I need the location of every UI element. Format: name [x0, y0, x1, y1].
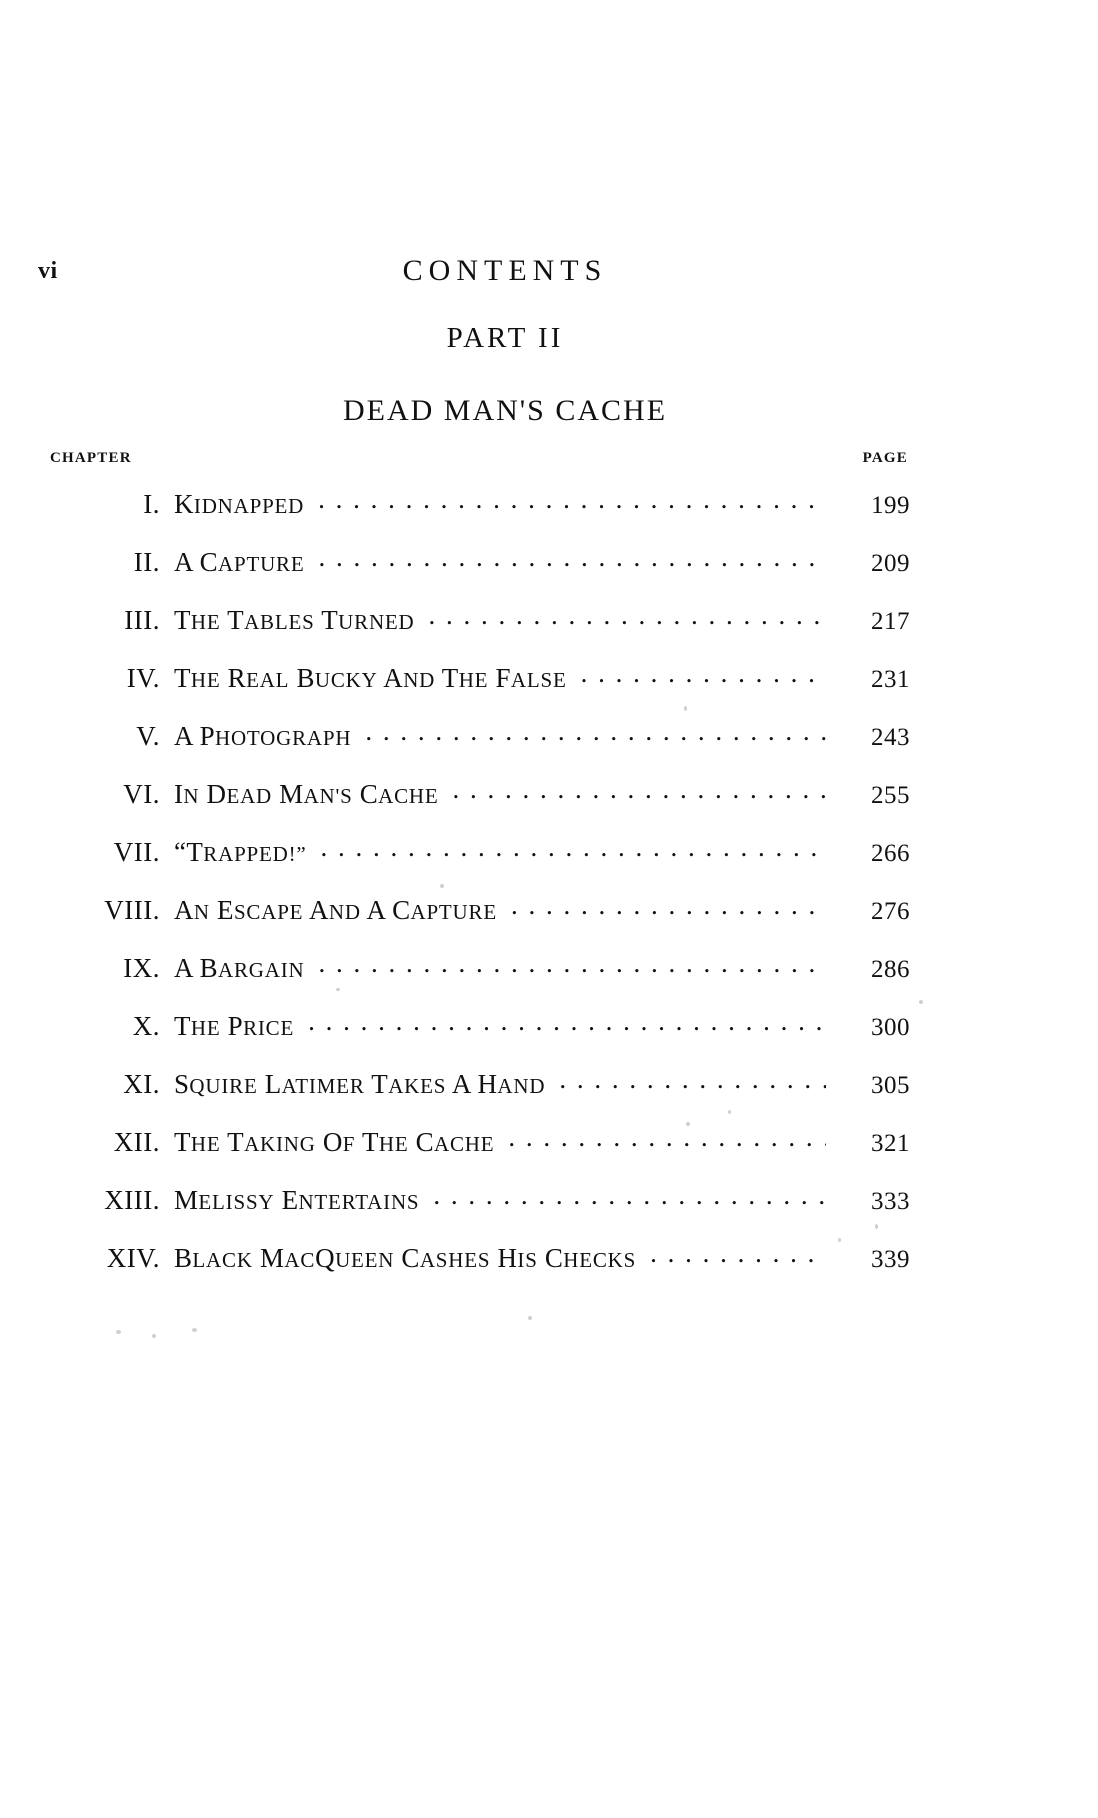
- toc-entry-page-number: 217: [871, 608, 910, 635]
- toc-entry-numeral: XIII.: [104, 1185, 160, 1215]
- toc-leader-dots: [318, 950, 826, 977]
- toc-entry-title: THE TAKING OF THE CACHE: [174, 1127, 495, 1157]
- toc-entry[interactable]: [40, 776, 910, 834]
- scan-speck: [440, 884, 444, 888]
- toc-entry[interactable]: [40, 718, 910, 776]
- toc-entry[interactable]: [40, 950, 910, 1008]
- toc-entry-page-number: 300: [871, 1014, 910, 1041]
- toc-leader-dots: [581, 660, 826, 687]
- toc-entry-title: THE TABLES TURNED: [174, 605, 415, 635]
- toc-entry-numeral: IV.: [126, 663, 160, 693]
- toc-entry-title: SQUIRE LATIMER TAKES A HAND: [174, 1069, 546, 1099]
- toc-entry-title: A PHOTOGRAPH: [174, 721, 352, 751]
- toc-entry-page-number: 305: [871, 1072, 910, 1099]
- toc-entry-title: MELISSY ENTERTAINS: [174, 1185, 420, 1215]
- toc-leader-dots: [433, 1182, 826, 1209]
- scan-speck: [684, 706, 687, 711]
- toc-entry-page-number: 286: [871, 956, 910, 983]
- toc-entry-title: THE PRICE: [174, 1011, 295, 1041]
- scan-speck: [875, 1224, 878, 1229]
- toc-entry-numeral: II.: [133, 547, 160, 577]
- toc-entry-page-number: 333: [871, 1188, 910, 1215]
- toc-entry[interactable]: [40, 1066, 910, 1124]
- toc-leader-dots: [650, 1240, 826, 1267]
- toc-entry-title: AN ESCAPE AND A CAPTURE: [174, 895, 497, 925]
- toc-entry-title: “TRAPPED!”: [174, 837, 307, 867]
- toc-entry[interactable]: [40, 1008, 910, 1066]
- scan-speck: [528, 1316, 532, 1320]
- toc-leader-dots: [559, 1066, 826, 1093]
- toc-entry-page-number: 321: [871, 1130, 910, 1157]
- toc-entry-page-number: 266: [871, 840, 910, 867]
- scan-speck: [192, 1328, 197, 1332]
- toc-leader-dots: [511, 892, 826, 919]
- toc-entry[interactable]: [40, 602, 910, 660]
- toc-leader-dots: [365, 718, 826, 745]
- scan-speck: [686, 1122, 690, 1126]
- table-of-contents: [40, 486, 910, 1298]
- toc-entry-title: BLACK MACQUEEN CASHES HIS CHECKS: [174, 1243, 637, 1273]
- toc-leader-dots: [508, 1124, 826, 1151]
- scan-speck: [728, 1110, 731, 1114]
- toc-leader-dots: [308, 1008, 826, 1035]
- toc-leader-dots: [321, 834, 826, 861]
- toc-entry-page-number: 199: [871, 492, 910, 519]
- toc-entry-numeral: IX.: [123, 953, 160, 983]
- toc-entry[interactable]: [40, 660, 910, 718]
- toc-entry-title: A BARGAIN: [174, 953, 305, 983]
- toc-entry-numeral: V.: [136, 721, 160, 751]
- toc-leader-dots: [318, 544, 826, 571]
- toc-entry-title: IN DEAD MAN'S CACHE: [174, 779, 439, 809]
- toc-entry-numeral: XII.: [113, 1127, 160, 1157]
- toc-leader-dots: [429, 602, 826, 629]
- toc-entry-numeral: VI.: [123, 779, 160, 809]
- toc-entry[interactable]: [40, 1182, 910, 1240]
- toc-entry-page-number: 255: [871, 782, 910, 809]
- toc-entry[interactable]: [40, 1240, 910, 1298]
- scan-speck: [838, 1238, 841, 1242]
- toc-entry-numeral: X.: [132, 1011, 160, 1041]
- toc-leader-dots: [318, 486, 826, 513]
- toc-entry-page-number: 243: [871, 724, 910, 751]
- toc-leader-dots: [453, 776, 826, 803]
- toc-entry[interactable]: [40, 544, 910, 602]
- toc-entry-numeral: XI.: [123, 1069, 160, 1099]
- toc-entry[interactable]: [40, 892, 910, 950]
- toc-entry-title: THE REAL BUCKY AND THE FALSE: [174, 663, 567, 693]
- page-column-caption: PAGE: [862, 450, 908, 466]
- scan-speck: [152, 1334, 156, 1338]
- scan-speck: [336, 988, 340, 991]
- toc-entry-numeral: XIV.: [106, 1243, 160, 1273]
- page-folio: vi: [38, 258, 58, 284]
- toc-entry-page-number: 339: [871, 1246, 910, 1273]
- toc-entry-numeral: VII.: [113, 837, 160, 867]
- toc-entry-page-number: 209: [871, 550, 910, 577]
- toc-entry-title: A CAPTURE: [174, 547, 305, 577]
- part-subtitle: DEAD MAN'S CACHE: [342, 394, 668, 427]
- running-head: CONTENTS: [402, 254, 608, 287]
- toc-entry[interactable]: [40, 1124, 910, 1182]
- chapter-column-caption: CHAPTER: [50, 450, 132, 466]
- toc-entry-numeral: III.: [124, 605, 160, 635]
- toc-entry-numeral: I.: [143, 489, 160, 519]
- toc-entry-page-number: 231: [871, 666, 910, 693]
- part-title: PART II: [446, 322, 564, 354]
- scan-speck: [919, 1000, 923, 1004]
- toc-entry-title: KIDNAPPED: [174, 489, 305, 519]
- toc-entry[interactable]: [40, 486, 910, 544]
- scan-speck: [116, 1330, 121, 1334]
- toc-entry-numeral: VIII.: [104, 895, 160, 925]
- toc-entry-page-number: 276: [871, 898, 910, 925]
- toc-entry[interactable]: [40, 834, 910, 892]
